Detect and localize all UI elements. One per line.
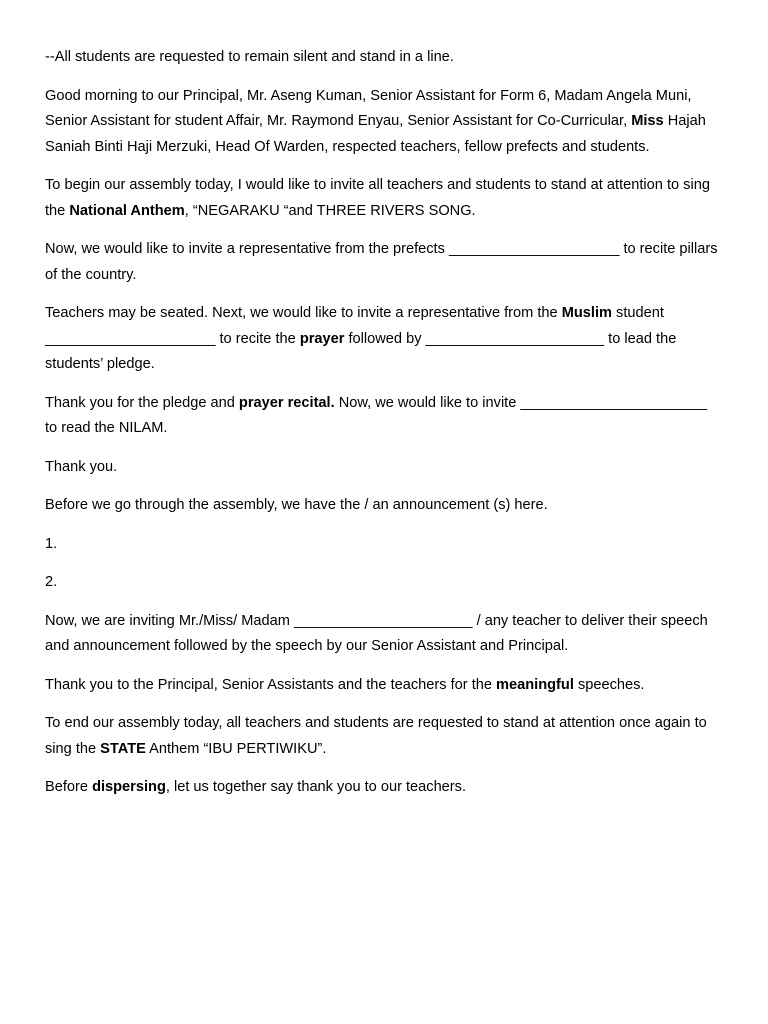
- thank-you-line: Thank you.: [45, 458, 118, 475]
- dispersing-paragraph: Before dispersing, let us together say thank you to our teachers.: [45, 779, 467, 795]
- nilam-paragraph: Thank you for the pledge and prayer recital. Now, we would like to invite _______________________ to read the NILAM.: [45, 394, 708, 436]
- instruction-line: --All students are requested to remain silent and stand in a line.: [45, 49, 454, 65]
- bold-text: Miss: [631, 113, 664, 129]
- prayer-pledge-paragraph: Teachers may be seated. Next, we would like to invite a representative from the Muslim student _____________________ to recite the prayer followed by ______________________ to lead the students’ pledge.: [45, 305, 677, 372]
- bold-text: meaningful: [496, 676, 574, 693]
- bold-text: STATE: [100, 740, 146, 757]
- bold-text: prayer: [299, 330, 345, 347]
- announcement-item-1: 1.: [45, 535, 58, 552]
- bold-text: Muslim: [561, 305, 612, 321]
- greeting-paragraph: Good morning to our Principal, Mr. Aseng Kuman, Senior Assistant for Form 6, Madam Angela Muni, Senior Assistant for student Affair, Mr. Raymond Enyau, Senior Assistant for Co-Curricular, Miss Hajah Saniah Binti Haji Merzuki, Head Of Warden, respected teachers, fellow prefects and students.: [45, 87, 706, 155]
- speeches-thanks-paragraph: Thank you to the Principal, Senior Assistants and the teachers for the meaningful speeches.: [45, 676, 645, 693]
- speech-invite-paragraph: Now, we are inviting Mr./Miss/ Madam ______________________ / any teacher to deliver their speech and announcement followed by the speech by our Senior Assistant and Principal.: [45, 612, 708, 654]
- national-anthem-paragraph: To begin our assembly today, I would like to invite all teachers and students to stand at attention to sing the National Anthem, “NEGARAKU “and THREE RIVERS SONG.: [45, 177, 710, 219]
- bold-text: dispersing: [92, 779, 166, 795]
- bold-text: National Anthem: [69, 202, 185, 219]
- state-anthem-paragraph: To end our assembly today, all teachers and students are requested to stand at attention once again to sing the STATE Anthem “IBU PERTIWIKU”.: [45, 715, 707, 757]
- pillars-paragraph: Now, we would like to invite a representative from the prefects _____________________ to recite pillars of the country.: [45, 241, 718, 283]
- announcement-item-2: 2.: [45, 574, 58, 590]
- bold-text: prayer recital.: [238, 394, 335, 411]
- announcement-intro: Before we go through the assembly, we have the / an announcement (s) here.: [45, 497, 548, 513]
